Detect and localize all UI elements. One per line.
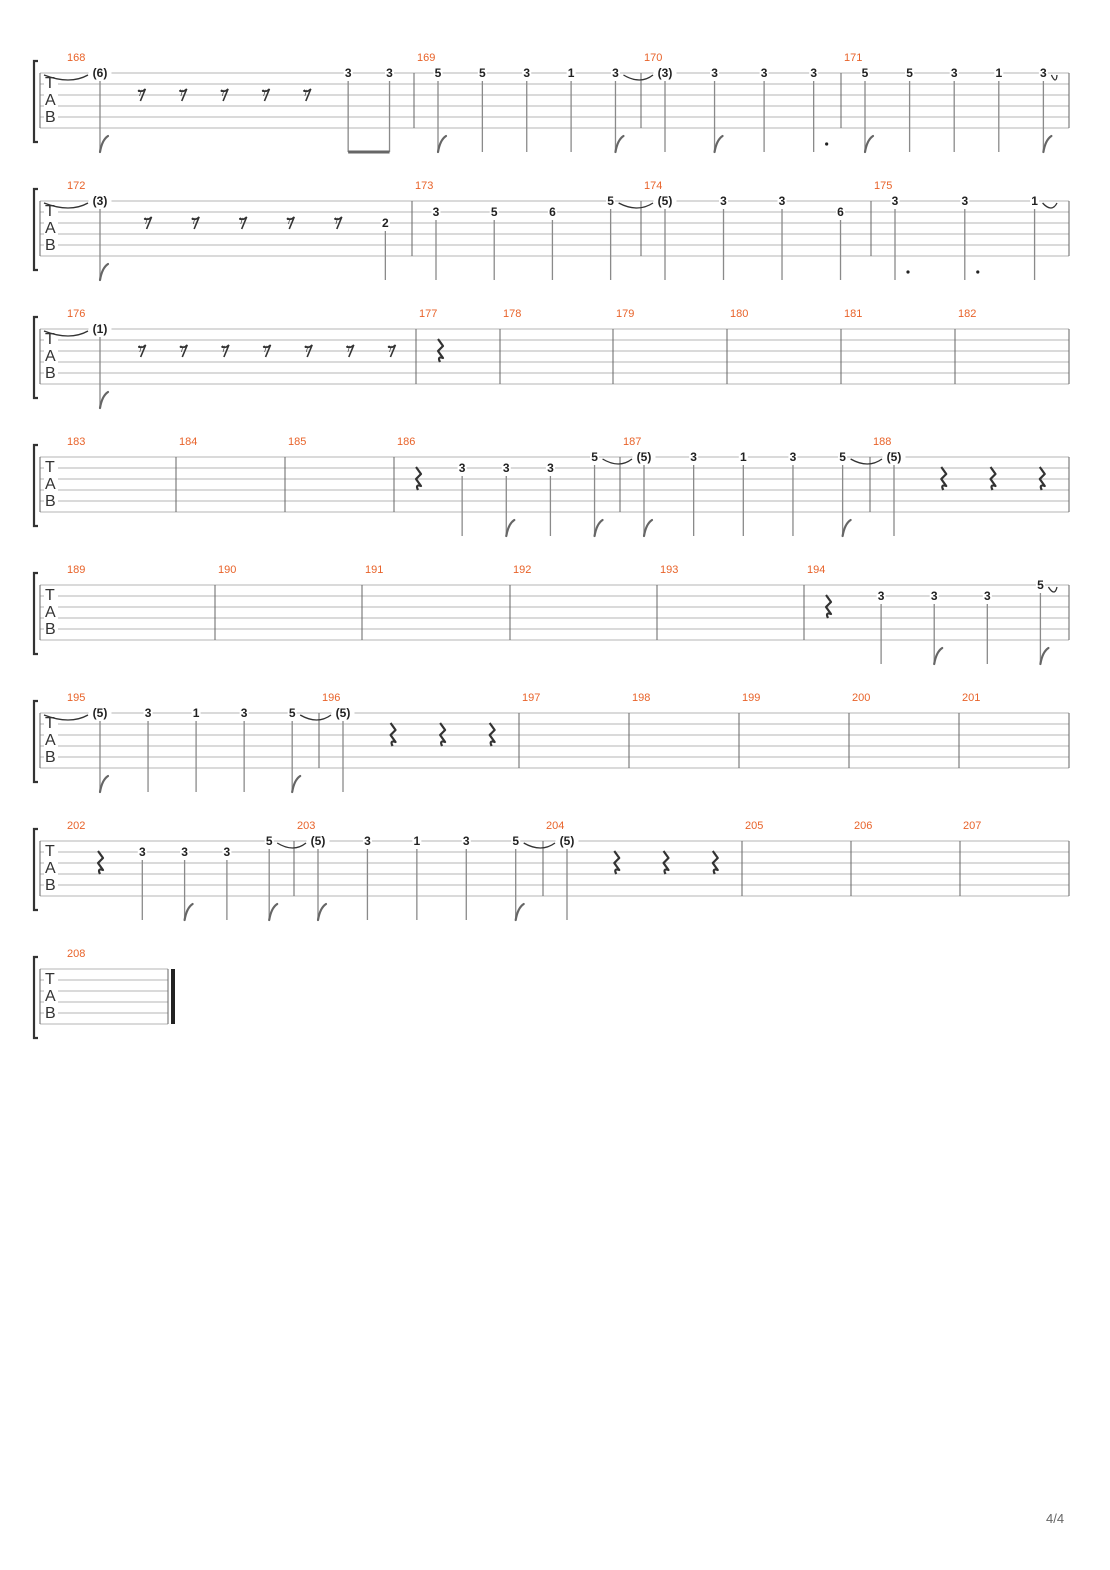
note-flag	[100, 264, 108, 280]
eighth-rest: 𝄾	[286, 211, 292, 232]
eighth-rest: 𝄾	[238, 211, 244, 232]
measure-number: 197	[522, 692, 541, 704]
fret-number: 3	[778, 194, 786, 208]
measure-number: 187	[623, 436, 642, 448]
measure-number: 171	[844, 52, 863, 64]
eighth-rest: 𝄾	[304, 339, 309, 360]
eighth-rest: 𝄾	[220, 339, 226, 360]
tie-arc	[619, 203, 653, 208]
measure-number: 173	[415, 180, 434, 192]
measure-number: 175	[874, 180, 893, 192]
fret-number: 3	[760, 66, 768, 80]
tab-clef-letter: B	[45, 237, 56, 254]
fret-number: (5)	[92, 706, 108, 720]
fret-number: 5	[607, 194, 614, 208]
fret-number: 3	[240, 706, 248, 720]
tab-clef-letter: T	[45, 203, 55, 220]
tab-clef-letter: A	[45, 476, 56, 493]
fret-number: 3	[950, 66, 958, 80]
eighth-rest: 𝄾	[143, 211, 149, 232]
note-flag	[318, 904, 326, 920]
fret-number: (5)	[636, 450, 652, 464]
tie-arc	[300, 715, 331, 720]
rhythm-dot	[976, 270, 979, 273]
fret-number: 3	[181, 845, 188, 859]
tab-clef-letter: B	[45, 877, 56, 894]
fret-number: 5	[265, 834, 273, 848]
eighth-rest: 𝄾	[387, 339, 393, 360]
tie-arc	[851, 459, 882, 464]
fret-number: 5	[591, 450, 598, 464]
measure-number: 207	[963, 820, 982, 832]
eighth-rest: 𝄾	[191, 211, 196, 232]
note-flag	[292, 776, 300, 792]
measure-number: 184	[179, 436, 198, 448]
fret-number: (6)	[92, 66, 108, 80]
measure-number: 206	[854, 820, 873, 832]
tab-clef-letter: T	[45, 331, 55, 348]
note-flag	[865, 136, 873, 152]
measure-number: 199	[742, 692, 761, 704]
fret-number: 5	[906, 66, 913, 80]
measure-number: 195	[67, 692, 86, 704]
measure-number: 180	[730, 308, 749, 320]
fret-number: 3	[138, 845, 146, 859]
fret-number: 3	[386, 66, 393, 80]
tab-clef-letter: T	[45, 459, 55, 476]
rhythm-dot	[825, 142, 828, 145]
tie-arc	[623, 75, 653, 80]
measure-number: 193	[660, 564, 679, 576]
staff-bracket	[34, 701, 38, 782]
tie-arc	[603, 459, 632, 464]
fret-number: (5)	[335, 706, 351, 720]
measure-number: 169	[417, 52, 436, 64]
staff-bracket	[34, 829, 38, 910]
measure-number: 177	[419, 308, 438, 320]
eighth-rest: 𝄾	[262, 339, 268, 360]
fret-number: 5	[512, 834, 520, 848]
measure-number: 174	[644, 180, 663, 192]
tab-clef-letter: A	[45, 220, 56, 237]
note-flag	[615, 136, 623, 152]
eighth-rest: 𝄾	[137, 339, 143, 360]
measure-number: 170	[644, 52, 663, 64]
fret-number: 5	[490, 205, 498, 219]
note-flag	[438, 136, 446, 152]
tie-arc	[524, 843, 555, 848]
fret-number: (5)	[559, 834, 575, 848]
fret-number: 3	[344, 66, 352, 80]
fret-number: (3)	[657, 66, 673, 80]
tab-clef-letter: B	[45, 493, 56, 510]
tie-arc	[1051, 75, 1057, 80]
measure-number: 194	[807, 564, 826, 576]
fret-number: 3	[930, 589, 938, 603]
fret-number: 3	[364, 834, 371, 848]
note-flag	[269, 904, 277, 920]
fret-number: (5)	[886, 450, 902, 464]
measure-number: 176	[67, 308, 86, 320]
fret-number: (1)	[92, 322, 108, 336]
note-flag	[100, 392, 108, 408]
fret-number: 1	[413, 834, 421, 848]
measure-number: 208	[67, 948, 86, 960]
measure-number: 182	[958, 308, 977, 320]
measure-number: 203	[297, 820, 316, 832]
measure-number: 186	[397, 436, 416, 448]
staff-bracket	[34, 61, 38, 142]
note-flag	[934, 648, 942, 664]
staff-bracket	[34, 317, 38, 398]
eighth-rest: 𝄾	[302, 83, 308, 104]
staff-bracket	[34, 445, 38, 526]
fret-number: 1	[567, 66, 575, 80]
eighth-rest: 𝄾	[220, 83, 225, 104]
fret-number: (5)	[657, 194, 673, 208]
note-flag	[100, 776, 108, 792]
fret-number: 3	[523, 66, 531, 80]
tab-clef-letter: A	[45, 988, 56, 1005]
note-flag	[843, 520, 851, 536]
note-flag	[506, 520, 514, 536]
fret-number: 3	[891, 194, 899, 208]
measure-number: 179	[616, 308, 635, 320]
measure-number: 201	[962, 692, 981, 704]
measure-number: 202	[67, 820, 86, 832]
eighth-rest: 𝄾	[137, 83, 143, 104]
tab-clef-letter: T	[45, 75, 55, 92]
tab-clef-letter: A	[45, 732, 56, 749]
fret-number: 1	[1031, 194, 1038, 208]
eighth-rest: 𝄾	[179, 339, 185, 360]
staff-bracket	[34, 189, 38, 270]
fret-number: 3	[432, 205, 440, 219]
tab-clef-letter: T	[45, 843, 55, 860]
tab-clef-letter: A	[45, 348, 56, 365]
measure-number: 189	[67, 564, 86, 576]
fret-number: 5	[861, 66, 869, 80]
fret-number: 5	[479, 66, 486, 80]
fret-number: 3	[462, 834, 470, 848]
measure-number: 181	[844, 308, 863, 320]
fret-number: (5)	[310, 834, 326, 848]
tie-arc	[1048, 587, 1057, 592]
measure-number: 190	[218, 564, 237, 576]
staff-bracket	[34, 573, 38, 654]
fret-number: 6	[837, 205, 844, 219]
tie-arc	[277, 843, 306, 848]
measure-number: 172	[67, 180, 86, 192]
tab-clef-letter: B	[45, 109, 56, 126]
rhythm-dot	[906, 270, 909, 273]
measure-number: 188	[873, 436, 892, 448]
fret-number: 5	[288, 706, 296, 720]
measure-number: 198	[632, 692, 651, 704]
tie-arc	[1043, 203, 1057, 208]
fret-number: 3	[789, 450, 797, 464]
fret-number: 3	[711, 66, 718, 80]
fret-number: 3	[223, 845, 231, 859]
measure-number: 183	[67, 436, 86, 448]
tab-clef-letter: B	[45, 365, 56, 382]
measure-number: 178	[503, 308, 522, 320]
note-flag	[595, 520, 603, 536]
measure-number: 185	[288, 436, 307, 448]
fret-number: 3	[720, 194, 727, 208]
eighth-rest: 𝄾	[178, 83, 184, 104]
note-flag	[715, 136, 723, 152]
fret-number: 1	[995, 66, 1003, 80]
tab-clef-letter: A	[45, 92, 56, 109]
measure-number: 204	[546, 820, 565, 832]
fret-number: 5	[839, 450, 846, 464]
tab-clef-letter: A	[45, 604, 56, 621]
measure-number: 200	[852, 692, 871, 704]
note-flag	[1043, 136, 1051, 152]
note-flag	[516, 904, 524, 920]
eighth-rest: 𝄾	[333, 211, 339, 232]
fret-number: 3	[502, 461, 510, 475]
tab-clef-letter: B	[45, 621, 56, 638]
measure-number: 205	[745, 820, 764, 832]
fret-number: 3	[810, 66, 818, 80]
tab-clef-letter: T	[45, 715, 55, 732]
note-flag	[644, 520, 652, 536]
eighth-rest: 𝄾	[345, 339, 351, 360]
measure-number: 196	[322, 692, 341, 704]
fret-number: 3	[458, 461, 466, 475]
staff-bracket	[34, 957, 38, 1038]
fret-number: 3	[547, 461, 554, 475]
tab-clef-letter: B	[45, 749, 56, 766]
fret-number: 3	[690, 450, 697, 464]
fret-number: 1	[192, 706, 200, 720]
note-flag	[1040, 648, 1048, 664]
note-flag	[100, 136, 108, 152]
tab-clef-letter: B	[45, 1005, 56, 1022]
tab-clef-letter: T	[45, 587, 55, 604]
measure-number: 191	[365, 564, 384, 576]
measure-number: 192	[513, 564, 532, 576]
fret-number: 2	[382, 216, 389, 230]
tab-clef-letter: A	[45, 860, 56, 877]
fret-number: 3	[877, 589, 885, 603]
eighth-rest: 𝄾	[261, 83, 267, 104]
fret-number: 3	[144, 706, 152, 720]
fret-number: 3	[961, 194, 969, 208]
measure-number: 168	[67, 52, 86, 64]
fret-number: 1	[739, 450, 747, 464]
fret-number: (3)	[92, 194, 108, 208]
fret-number: 3	[1040, 66, 1047, 80]
note-flag	[185, 904, 193, 920]
fret-number: 6	[549, 205, 556, 219]
fret-number: 3	[983, 589, 991, 603]
tab-clef-letter: T	[45, 971, 55, 988]
fret-number: 3	[612, 66, 619, 80]
fret-number: 5	[434, 66, 442, 80]
page-number: 4/4	[1046, 1511, 1065, 1526]
fret-number: 5	[1037, 578, 1044, 592]
